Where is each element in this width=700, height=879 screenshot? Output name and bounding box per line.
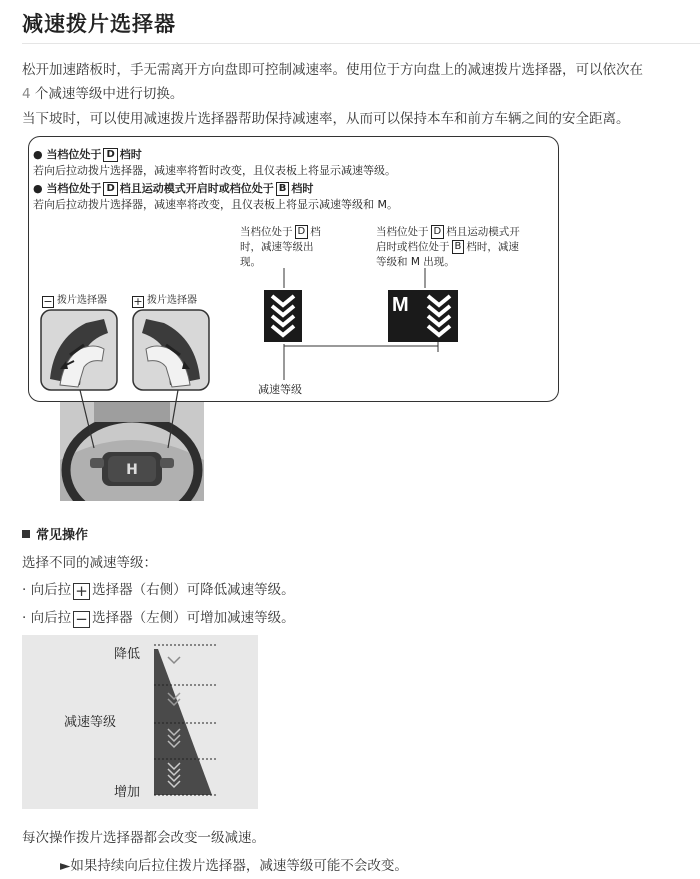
paddle-leader-lines xyxy=(60,390,200,450)
decel-level-label: 减速等级 xyxy=(258,383,302,396)
indicator-connectors xyxy=(250,268,450,384)
plus-icon: + xyxy=(133,295,143,308)
gear-b-key: B xyxy=(452,240,465,254)
bullet-plus xyxy=(22,578,295,600)
note-r-pre: 当档位处于 xyxy=(376,226,429,238)
page-title: 减速拨片选择器 xyxy=(22,12,176,36)
m-mode-letter: M xyxy=(392,294,409,316)
callout-heading-2: ● 当档位处于 D 档且运动模式开启时或档位处于 B 档时 xyxy=(33,182,314,195)
b2-pre: · 向后拉 xyxy=(22,610,72,626)
minus-paddle-label xyxy=(42,291,107,308)
note-r-line-1 xyxy=(376,225,556,240)
intro-line-2-text: 个减速等级中进行切换。 xyxy=(30,86,184,102)
note-r-l2-post: 档时，减速 xyxy=(466,241,519,253)
scale-high-label: 增加 xyxy=(114,785,141,800)
note-d-pre: 当档位处于 xyxy=(240,226,293,238)
right-paddle-hand-illustration xyxy=(132,309,210,391)
minus-icon: − xyxy=(73,611,90,628)
note-r-line-3: 等级和 M 出现。 xyxy=(376,256,455,268)
minus-paddle-text: 拨片选择器 xyxy=(57,295,107,306)
decel-scale-diagram xyxy=(22,635,258,809)
note-r-l1-post: 档且运动模式开 xyxy=(446,226,520,238)
footer-line-2: ►如果持续向后拉住拨片选择器，减速等级可能不会改变。 xyxy=(60,858,408,874)
note-d-gear xyxy=(240,225,350,270)
h2-mid: 档且运动模式开启时或档位处于 xyxy=(119,182,274,195)
h2-post: 档时 xyxy=(291,182,314,195)
gear-b-key: B xyxy=(276,182,290,196)
scale-mid-label: 减速等级 xyxy=(64,715,117,730)
note-d-post: 档 xyxy=(310,226,321,238)
b1-pre: · 向后拉 xyxy=(22,582,72,598)
title-divider xyxy=(22,43,700,44)
callout-heading-1: ● 当档位处于 D 档时 xyxy=(33,148,142,161)
plus-icon: + xyxy=(73,583,90,600)
select-level-text: 选择不同的减速等级： xyxy=(22,555,157,571)
h2-pre: 当档位处于 xyxy=(46,182,102,195)
gear-d-key: D xyxy=(103,182,117,196)
minus-icon: − xyxy=(43,295,53,308)
left-paddle-hand-illustration xyxy=(40,309,118,391)
intro-line-3: 当下坡时，可以使用减速拨片选择器帮助保持减速率，从而可以保持本车和前方车辆之间的安全距离。 xyxy=(22,111,630,127)
h1-post: 档时 xyxy=(119,148,142,161)
gear-d-key: D xyxy=(431,225,445,239)
section-bullet xyxy=(22,530,30,538)
bullet-minus xyxy=(22,606,295,628)
b2-post: 选择器（左侧）可增加减速等级。 xyxy=(92,610,295,626)
note-sport-b-gear xyxy=(376,225,556,270)
section-title-text: 常见操作 xyxy=(36,528,89,543)
scale-low-label: 降低 xyxy=(114,647,141,662)
note-r-l2-pre: 启时或档位处于 xyxy=(376,241,450,253)
intro-line-2 xyxy=(22,82,697,106)
h1-pre: 当档位处于 xyxy=(46,148,102,161)
level-count: 4 xyxy=(22,86,31,102)
footer-line-1: 每次操作拨片选择器都会改变一级减速。 xyxy=(22,830,265,846)
svg-text:H: H xyxy=(126,462,138,478)
plus-paddle-label xyxy=(132,291,197,308)
b1-post: 选择器（右侧）可降低减速等级。 xyxy=(92,582,295,598)
callout-text-1: 若向后拉动拨片选择器，减速率将暂时改变，且仪表板上将显示减速等级。 xyxy=(33,164,396,177)
gear-d-key: D xyxy=(103,148,117,162)
plus-paddle-text: 拨片选择器 xyxy=(147,295,197,306)
note-d-line-2: 时，减速等级出 xyxy=(240,241,314,253)
intro-line-1: 松开加速踏板时，手无需离开方向盘即可控制减速率。使用位于方向盘上的减速拨片选择器，可以依次在 xyxy=(22,62,643,78)
note-d-line-3: 现。 xyxy=(240,256,261,268)
note-r-line-2 xyxy=(376,240,556,255)
gear-d-key: D xyxy=(295,225,309,239)
callout-text-2: 若向后拉动拨片选择器，减速率将改变，且仪表板上将显示减速等级和 M。 xyxy=(33,198,398,211)
note-d-line-1 xyxy=(240,225,350,240)
section-title xyxy=(22,524,88,543)
